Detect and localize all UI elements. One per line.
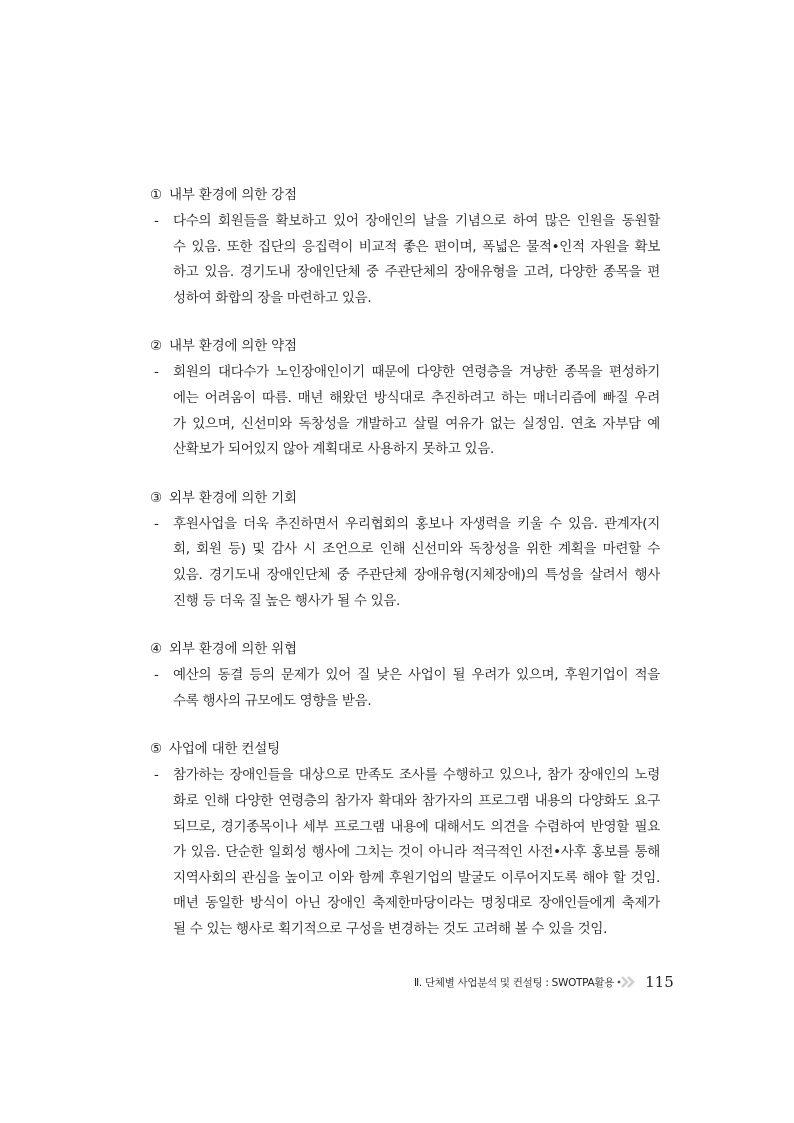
section-opportunities	[150, 487, 660, 614]
section-number: ④	[150, 641, 162, 658]
dash-bullet: -	[154, 213, 159, 229]
section-title: 외부 환경에 의한 기회	[169, 489, 297, 506]
chevron-arrows-icon	[617, 975, 637, 989]
paragraph-line: 산확보가 되어있지 않아 계획대로 사용하지 못하고 있음.	[173, 441, 494, 458]
paragraph-line: 있음. 경기도내 장애인단체 중 주관단체 장애유형(지체장애)의 특성을 살려서 행사	[173, 566, 660, 583]
section-title: 사업에 대한 컨설팅	[169, 741, 280, 758]
paragraph-line: 매년 동일한 방식이 아닌 장애인 축제한마당이라는 명칭대로 장애인들에게 축제가	[173, 895, 660, 912]
dash-bullet: -	[154, 364, 159, 381]
section-paragraph	[150, 360, 660, 462]
dash-bullet: -	[154, 515, 159, 532]
paragraph-line: 가 있음. 단순한 일회성 행사에 그치는 것이 아니라 적극적인 사전•사후 홍보를 통해	[173, 844, 660, 861]
paragraph-line: 다수의 회원들을 확보하고 있어 장애인의 날을 기념으로 하여 많은 인원을 동원할	[173, 213, 660, 229]
section-heading	[150, 335, 660, 357]
paragraph-line: 성하여 화합의 장을 마련하고 있음.	[173, 289, 372, 306]
paragraph-line: 화로 인해 다양한 연령층의 참가자 확대와 참가자의 프로그램 내용의 다양화도 요구	[173, 792, 660, 809]
section-number: ②	[150, 338, 162, 355]
page-footer	[414, 970, 674, 994]
paragraph-line: 회원의 대다수가 노인장애인이기 때문에 다양한 연령층을 겨냥한 종목을 편성하기	[173, 364, 660, 381]
paragraph-line: 수록 행사의 규모에도 영향을 받음.	[173, 692, 372, 709]
section-consulting	[150, 738, 660, 942]
section-number: ①	[150, 187, 162, 203]
paragraph-line: 후원사업을 더욱 추진하면서 우리협회의 홍보나 자생력을 키울 수 있음. 관계자(지	[173, 515, 660, 532]
document-body	[150, 184, 660, 966]
paragraph-line: 하고 있음. 경기도내 장애인단체 중 주관단체의 장애유형을 고려, 다양한 종목을 편	[173, 264, 660, 281]
section-strengths	[150, 184, 660, 311]
section-threats	[150, 638, 660, 714]
paragraph-line: 에는 어려움이 따름. 매년 해왔던 방식대로 추진하려고 하는 매너리즘에 빠질 우려	[173, 389, 660, 406]
section-paragraph	[150, 763, 660, 942]
section-title: 내부 환경에 의한 약점	[169, 338, 297, 355]
section-number: ③	[150, 489, 162, 506]
dash-bullet: -	[154, 767, 159, 784]
paragraph-line: 수 있음. 또한 집단의 응집력이 비교적 좋은 편이며, 폭넓은 물적•인적 자원을 확보	[173, 238, 660, 255]
paragraph-line: 참가하는 장애인들을 대상으로 만족도 조사를 수행하고 있으나, 참가 장애인의 노령	[173, 767, 660, 784]
paragraph-line: 지역사회의 관심을 높이고 이와 함께 후원기업의 발굴도 이루어지도록 해야 할 것임.	[173, 869, 660, 886]
page-number: 115	[645, 973, 674, 991]
section-weaknesses	[150, 335, 660, 462]
section-title: 내부 환경에 의한 강점	[169, 187, 297, 203]
footer-chapter-title: Ⅱ. 단체별 사업분석 및 컨설팅 : SWOTPA활용	[414, 976, 615, 989]
section-title: 외부 환경에 의한 위협	[169, 641, 297, 658]
paragraph-line: 될 수 있는 행사로 획기적으로 구성을 변경하는 것도 고려해 볼 수 있을 것임.	[173, 920, 608, 937]
section-paragraph	[150, 512, 660, 614]
section-heading	[150, 184, 660, 206]
paragraph-line: 되므로, 경기종목이나 세부 프로그램 내용에 대해서도 의견을 수렴하여 반영할 필요	[173, 818, 660, 835]
paragraph-line: 예산의 동결 등의 문제가 있어 질 낮은 사업이 될 우려가 있으며, 후원기업이 적을	[173, 667, 660, 684]
section-heading	[150, 487, 660, 509]
paragraph-line: 가 있으며, 신선미와 독창성을 개발하고 살릴 여유가 없는 실정임. 연초 자부담 예	[173, 415, 660, 432]
paragraph-line: 진행 등 더욱 질 높은 행사가 될 수 있음.	[173, 592, 401, 609]
section-number: ⑤	[150, 741, 162, 758]
section-heading	[150, 638, 660, 660]
section-paragraph	[150, 209, 660, 311]
paragraph-line: 회, 회원 등) 및 감사 시 조언으로 인해 신선미와 독창성을 위한 계획을 마련할 수	[173, 541, 660, 558]
section-heading	[150, 738, 660, 760]
dash-bullet: -	[154, 667, 159, 684]
section-paragraph	[150, 663, 660, 714]
